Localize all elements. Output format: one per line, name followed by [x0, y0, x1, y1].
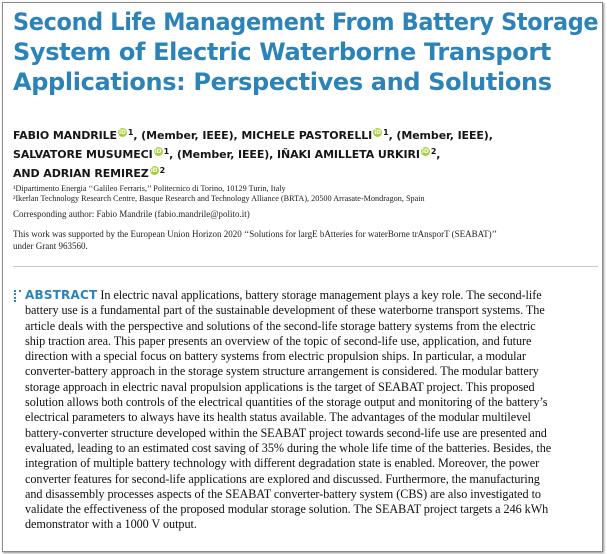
author-line	[13, 164, 598, 183]
abstract-line: article deals with the perspective and solutions of the second-life storage battery systems from the electric	[25, 318, 536, 333]
abstract-line: evaluated, leading to an estimated cost saving of 35% during the whole life time of the batteries. Besides, the	[25, 440, 552, 455]
corresponding-author: Corresponding author: Fabio Mandrile (fabio.mandrile@polito.it)	[13, 209, 250, 219]
funding-line: This work was supported by the European Union Horizon 2020 ‘‘Solutions for largE bAtteries for waterBorne trAnsporT (SEABAT)’’	[13, 229, 497, 239]
abstract-line	[25, 288, 600, 303]
abstract-line: integration of multiple battery technology with different degradation state is enabled. Moreover, the power	[25, 456, 540, 471]
funding-note	[13, 228, 593, 252]
author-role: ,	[436, 148, 441, 161]
affiliation-mark: 2	[159, 166, 166, 175]
affiliations	[13, 184, 598, 204]
title-line: Applications: Perspectives and Solutions	[13, 68, 552, 96]
section-divider	[13, 266, 598, 267]
paper-page	[2, 2, 603, 552]
orcid-icon[interactable]: iD	[118, 129, 126, 136]
abstract-line: and disassembly processes aspects of the SEABAT converter-battery system (CBS) are also investigated to	[25, 486, 541, 501]
abstract-text: In electric naval applications, battery storage management plays a key role. The second-life	[100, 288, 542, 302]
funding-line: under Grant 963560.	[13, 241, 88, 251]
affiliation-mark: 1	[127, 128, 134, 137]
author-name: SALVATORE MUSUMECI	[13, 148, 153, 161]
title-line: Second Life Management From Battery Storage	[13, 8, 599, 36]
abstract-line: converter-battery approach in the storage system structure arrangement is considered. The modular battery	[25, 364, 539, 379]
paper-title	[13, 7, 598, 97]
affiliation-mark: 1	[383, 128, 389, 137]
abstract-corner-icon	[14, 290, 21, 302]
abstract-line: converter features for second-life applications are explored and discussed. Furthermore, the manufacturing	[25, 471, 540, 486]
abstract-body	[25, 303, 600, 532]
abstract-line: battery-converter structure developed within the SEABAT project towards second-life use are presented and	[25, 425, 547, 440]
abstract-line: battery use is a fundamental part of the sustainable development of these waterborne transport systems. The	[25, 303, 545, 318]
affiliation-mark: 2	[430, 147, 437, 156]
abstract-line: ship traction area. This paper presents an overview of the topic of second-life use, application, and future	[25, 333, 532, 348]
author-name: FABIO MANDRILE	[13, 129, 117, 142]
abstract-line: storage approach in electric naval propulsion applications is the target of SEABAT project. This proposed	[25, 379, 535, 394]
affiliation-mark: 1	[163, 147, 170, 156]
orcid-icon[interactable]: iD	[374, 129, 382, 136]
author-role: , (Member, IEEE),	[388, 129, 493, 142]
orcid-icon[interactable]: iD	[154, 148, 162, 155]
author-line	[13, 145, 598, 164]
affiliation-line: ²Ikerlan Technology Research Centre, Basque Research and Technology Alliance (BRTA), 20500 Arrasate-Mondragon, Spain	[13, 194, 425, 203]
orcid-icon[interactable]: iD	[421, 148, 429, 155]
orcid-icon[interactable]: iD	[150, 167, 158, 174]
author-line	[13, 126, 598, 145]
affiliation-line: ¹Dipartimento Energia ‘‘Galileo Ferraris,’’ Politecnico di Torino, 10129 Turin, Italy	[13, 184, 286, 193]
author-role: , (Member, IEEE),	[133, 129, 238, 142]
author-name: IÑAKI AMILLETA URKIRI	[277, 148, 420, 161]
author-name: AND ADRIAN REMIREZ	[13, 167, 149, 180]
abstract	[25, 288, 600, 533]
abstract-line: demonstrator with a 1000 V output.	[25, 517, 197, 532]
abstract-line: electrical parameters to always have its health status available. The advantages of the modular multilevel	[25, 410, 531, 425]
author-role: , (Member, IEEE),	[169, 148, 274, 161]
title-line: System of Electric Waterborne Transport	[13, 38, 551, 66]
abstract-line: solution allows both controls of the electrical quantities of the storage output and monitoring of the battery’s	[25, 395, 548, 410]
author-list	[13, 126, 598, 183]
abstract-label: ABSTRACT	[25, 288, 98, 302]
abstract-line: direction with a special focus on battery systems from electric propulsion ships. In particular, a modular	[25, 349, 526, 364]
abstract-line: validate the effectiveness of the proposed modular storage solution. The SEABAT project targets a 246 kWh	[25, 502, 549, 517]
author-name: MICHELE PASTORELLI	[241, 129, 373, 142]
